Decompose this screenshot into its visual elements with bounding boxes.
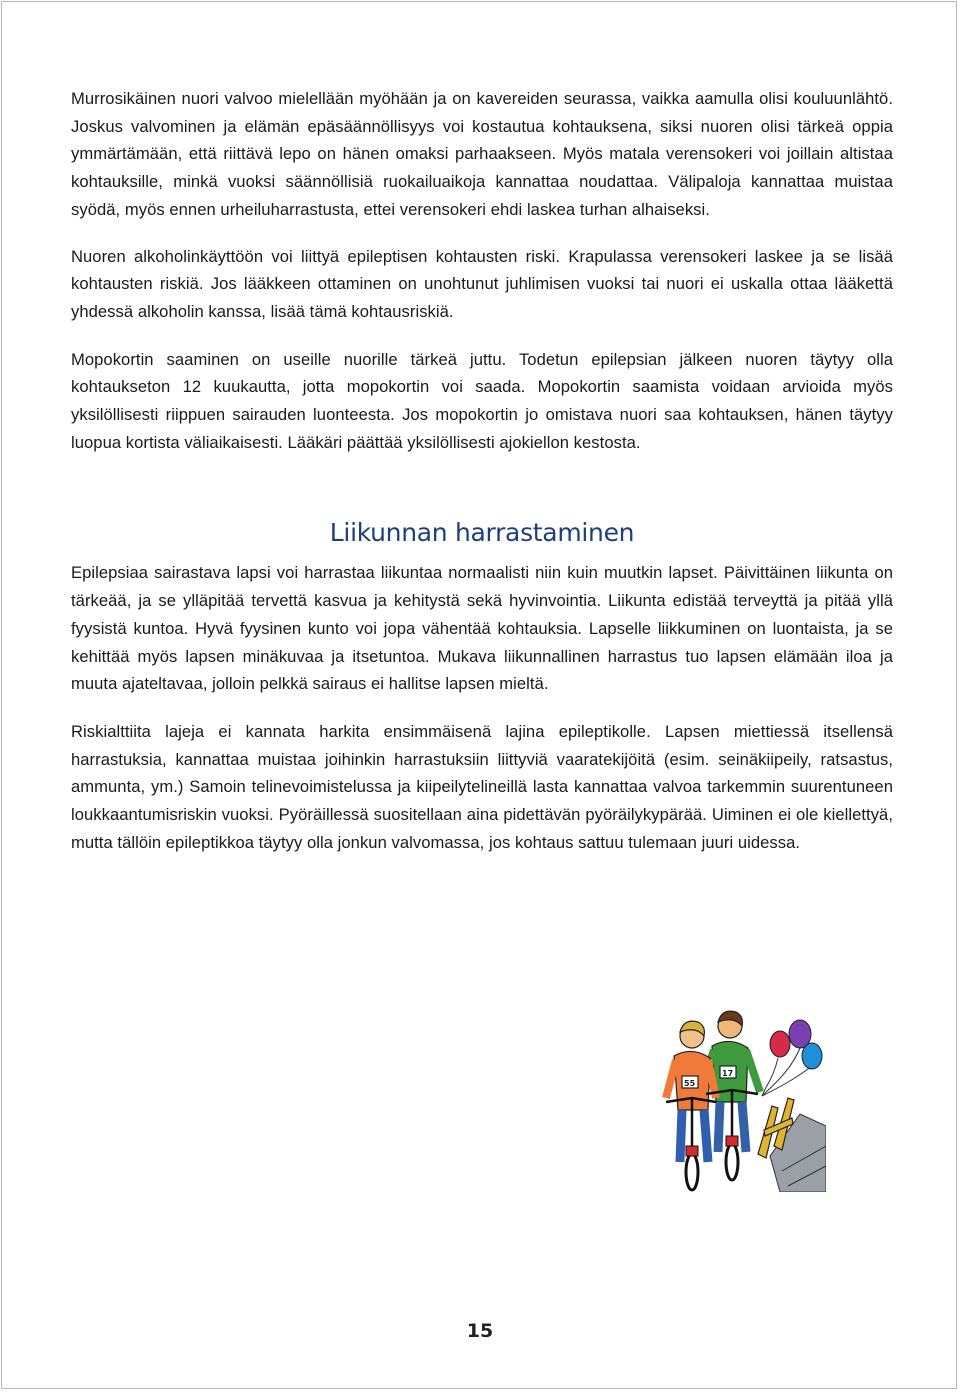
paragraph-moped-license: Mopokortin saaminen on useille nuorille tärkeä juttu. Todetun epilepsian jälkeen nuoren täytyy olla kohtaukseton 12 kuukautta, jotta mopokortin voi saada. Mopokortin saamista voidaan arvioida myös yksilöllisesti riippuen sairauden luonteesta. Jos mopokortin jo omistava nuori saa kohtauksen, hänen täytyy luopua kortista väliaikaisesti. Lääkäri päättää yksilöllisesti ajokiellon kestosta. xyxy=(71,349,893,452)
paragraph-risky-sports: Riskialttiita lajeja ei kannata harkita ensimmäisenä lajina epileptikolle. Lapsen miettiessä itsellensä harrastuksia, kannattaa muistaa joihinkin harrastuksiin liittyviä vaaratekijöitä (esim. seinäkiipeily, ratsastus, ammunta, ym.) Samoin telinevoimistelussa ja kiipeilytelineillä lasta kannattaa valvoa tarkemmin suurentuneen loukkaantumisriskin vuoksi. Pyöräillessä suositellaan aina pidettävän pyöräilykypärää. Uiminen ei ole kiellettyä, mutta tällöin epileptikkoa täytyy olla jonkun valvomassa, jos kohtaus sattuu tulemaan juuri uidessa. xyxy=(71,721,893,852)
document-page xyxy=(1,1,957,1389)
paragraph-exercise-benefits: Epilepsiaa sairastava lapsi voi harrastaa liikuntaa normaalisti niin kuin muutkin lapset. Päivittäinen liikunta on tärkeää, ja se ylläpitää tervettä kasvua ja kehitystä sekä hyvinvointia. Liikunta edistää terveyttä ja pitää yllä fyysistä kuntoa. Hyvä fyysinen kunto voi jopa vähentää kohtauksia. Lapselle liikkuminen on luontaista, ja se kehittää myös lapsen minäkuvaa ja itsetuntoa. Mukava liikunnallinen harrastus tuo lapsen elämään iloa ja muuta ajateltavaa, jolloin pelkkä sairaus ei hallitse lapsen mieltä. xyxy=(71,563,893,694)
page-number: 15 xyxy=(466,1320,494,1342)
bib-number-right: 17 xyxy=(722,1069,734,1078)
paragraph-alcohol: Nuoren alkoholinkäyttöön voi liittyä epileptisen kohtausten riski. Krapulassa verensokeri laskee ja se lisää kohtausten riskiä. Jos lääkkeen ottaminen on unohtunut juhlimisen vuoksi tai nuori ei uskalla ottaa lääkettä yhdessä alkoholin kanssa, lisää tämä kohtausriskiä. xyxy=(71,246,893,321)
section-heading: Liikunnan harrastaminen xyxy=(329,518,635,548)
cyclists-clipart-icon xyxy=(662,1006,826,1192)
page-content xyxy=(71,85,893,876)
paragraph-sleep-and-blood-sugar: Murrosikäinen nuori valvoo mielellään myöhään ja on kavereiden seurassa, vaikka aamulla olisi kouluunlähtö. Joskus valvominen ja elämän epäsäännöllisyys voi kostautua kohtauksena, siksi nuoren olisi tärkeä oppia ymmärtämään, että riittävä lepo on hänen omaksi parhaakseen. Myös matala verensokeri voi joillain altistaa kohtauksille, minkä vuoksi säännöllisiä ruokailuaikoja kannattaa noudattaa. Välipaloja kannattaa muistaa syödä, myös ennen urheiluharrastusta, ettei verensokeri ehdi laskea turhan alhaiseksi. xyxy=(71,89,893,219)
bib-number-left: 55 xyxy=(684,1079,696,1088)
